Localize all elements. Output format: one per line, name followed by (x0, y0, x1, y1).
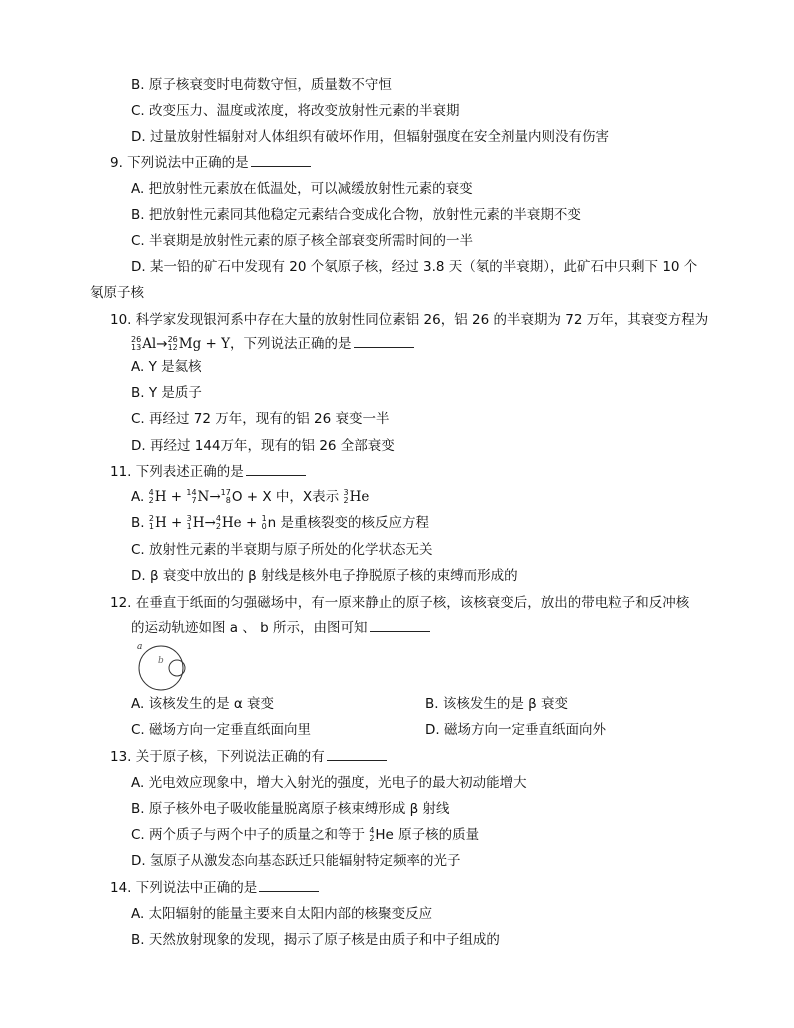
q12-option-b: B. 该核发生的是 β 衰变 (425, 696, 569, 712)
q9-option-a: A. 把放射性元素放在低温处，可以减缓放射性元素的衰变 (131, 181, 473, 197)
answer-blank (327, 748, 387, 761)
q12-option-d: D. 磁场方向一定垂直纸面向外 (425, 722, 606, 738)
q9-stem: 9. 下列说法中正确的是 (110, 154, 311, 172)
q13-stem: 13. 关于原子核，下列说法正确的有 (110, 748, 387, 766)
q9-option-b: B. 把放射性元素同其他稳定元素结合变成化合物，放射性元素的半衰期不变 (131, 207, 581, 223)
q11-option-a: A. 4 2 H + 14 7 N→ 17 8 O + X 中，X表示 3 2 He (131, 488, 370, 505)
q12-stem-cont: 的运动轨迹如图 a 、 b 所示，由图可知 (131, 619, 430, 637)
q10-stem: 10. 科学家发现银河系中存在大量的放射性同位素铝 26，铝 26 的半衰期为 72 万年，其衰变方程为 (110, 312, 709, 328)
q11-option-b: B. 2 1 H + 3 1 H→ 4 2 He + 1 0 n 是重核裂变的核反应方程 (131, 514, 430, 531)
q11-option-c: C. 放射性元素的半衰期与原子所处的化学状态无关 (131, 542, 433, 558)
q10-equation: 26 13 Al→ 26 12 Mg + Y，下列说法正确的是 (131, 335, 414, 353)
q10-option-b: B. Y 是质子 (131, 385, 202, 401)
q12-option-c: C. 磁场方向一定垂直纸面向里 (131, 722, 312, 738)
orbit-a (139, 646, 183, 690)
q9-option-c: C. 半衰期是放射性元素的原子核全部衰变所需时间的一半 (131, 233, 474, 249)
q8-option-d: D. 过量放射性辐射对人体组织有破坏作用，但辐射强度在安全剂量内则没有伤害 (131, 129, 609, 145)
q11-stem: 11. 下列表述正确的是 (110, 463, 306, 481)
q13-option-d: D. 氢原子从激发态向基态跃迁只能辐射特定频率的光子 (131, 853, 461, 869)
fig-label-a: a (137, 642, 143, 652)
q8-option-c: C. 改变压力、温度或浓度，将改变放射性元素的半衰期 (131, 103, 460, 119)
q13-option-a: A. 光电效应现象中，增大入射光的强度，光电子的最大初动能增大 (131, 775, 527, 791)
q13-option-c: C. 两个质子与两个中子的质量之和等于 4 2 He 原子核的质量 (131, 826, 480, 843)
answer-blank (370, 619, 430, 632)
q13-option-b: B. 原子核外电子吸收能量脱离原子核束缚形成 β 射线 (131, 801, 450, 817)
answer-blank (259, 879, 319, 892)
answer-blank (251, 154, 311, 167)
q9-option-d: D. 某一铅的矿石中发现有 20 个氡原子核，经过 3.8 天（氡的半衰期），此矿石中只剩下 10 个 (131, 259, 698, 275)
q12-option-a: A. 该核发生的是 α 衰变 (131, 696, 275, 712)
q9-option-d-cont: 氡原子核 (90, 285, 144, 301)
fig-label-b: b (158, 656, 164, 666)
q8-option-b: B. 原子核衰变时电荷数守恒，质量数不守恒 (131, 77, 392, 93)
q10-option-a: A. Y 是氦核 (131, 359, 202, 375)
answer-blank (246, 463, 306, 476)
q10-option-d: D. 再经过 144万年，现有的铝 26 全部衰变 (131, 438, 395, 454)
q10-option-c: C. 再经过 72 万年，现有的铝 26 衰变一半 (131, 411, 390, 427)
al-nuclide: 26 13 (131, 335, 142, 352)
q14-option-b: B. 天然放射现象的发现，揭示了原子核是由质子和中子组成的 (131, 932, 500, 948)
answer-blank (354, 335, 414, 348)
q12-stem: 12. 在垂直于纸面的匀强磁场中，有一原来静止的原子核，该核衰变后，放出的带电粒子和反冲核 (110, 595, 690, 611)
mg-nuclide: 26 12 (167, 335, 178, 352)
q11-option-d: D. β 衰变中放出的 β 射线是核外电子挣脱原子核的束缚而形成的 (131, 568, 518, 584)
q14-stem: 14. 下列说法中正确的是 (110, 879, 319, 897)
q14-option-a: A. 太阳辐射的能量主要来自太阳内部的核聚变反应 (131, 906, 433, 922)
orbit-figure (134, 640, 194, 692)
